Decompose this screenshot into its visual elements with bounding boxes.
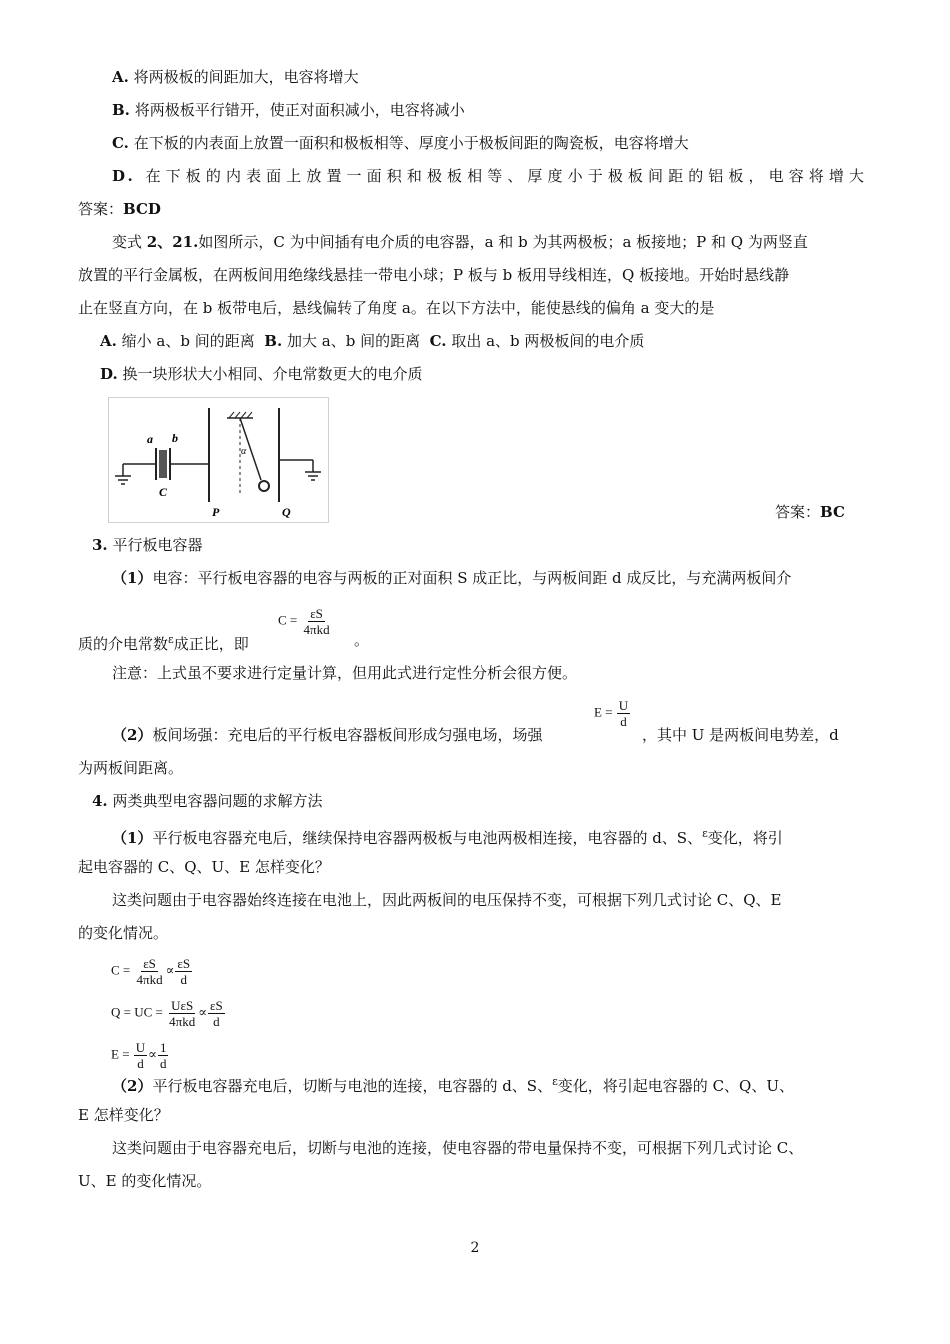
f3-num: U — [135, 1040, 146, 1055]
option-a-key: A. — [112, 68, 129, 86]
f3-frac-2 — [158, 1040, 169, 1071]
options-2-row-2 — [100, 364, 423, 384]
p2-line1-a: 板间场强：充电后的平行板电容器板间形成匀强电场，场强 — [152, 726, 543, 744]
section-3-p2-line-1-tail: ，其中 U 是两板间电势差，d — [642, 726, 839, 744]
f1-lhs: C = — [111, 962, 131, 978]
section-3-p1-line-1 — [112, 568, 791, 588]
section-4-p1-line-2: 起电容器的 C、Q、U、E 怎样变化？ — [78, 858, 330, 876]
section-4-p1-body-1: 这类问题由于电容器始终连接在电池上，因此两板间的电压保持不变，可根据下列几式讨论 C、Q、E — [112, 891, 782, 909]
section-4-p2-line-1 — [112, 1072, 794, 1096]
label-a: a — [147, 432, 153, 446]
dielectric — [159, 450, 167, 478]
option2-b-key: B. — [264, 332, 283, 350]
f2-num2: εS — [210, 998, 223, 1013]
circuit-diagram — [109, 398, 328, 522]
f2-frac-2 — [208, 998, 225, 1029]
option-a — [112, 67, 359, 87]
option-c — [112, 133, 689, 153]
section-4-p2-body-1: 这类问题由于电容器充电后，切断与电池的连接，使电容器的带电量保持不变，可根据下列几式讨论 C、 — [112, 1139, 804, 1157]
label-alpha: α — [241, 446, 247, 457]
variant-number: 2、21. — [146, 233, 199, 251]
variant-prefix: 变式 — [112, 233, 143, 251]
s4-p2-line1-a: 平行板电容器充电后，切断与电池的连接，电容器的 d、S、 — [152, 1077, 553, 1095]
option2-a-text: 缩小 a、b 间的距离 — [121, 332, 255, 350]
c-numerator: εS — [310, 606, 323, 621]
section-4-p2-body-2: U、E 的变化情况。 — [78, 1172, 212, 1190]
section-3-note: 注意：上式虽不要求进行定量计算，但用此式进行定性分析会很方便。 — [112, 664, 578, 682]
section-3-p1-number: （1） — [112, 569, 153, 587]
option2-c-key: C. — [429, 332, 447, 350]
hatch-1 — [229, 412, 234, 418]
section-3-p2-line-2: 为两板间距离。 — [78, 759, 184, 777]
f1-den2: d — [180, 972, 187, 987]
option2-b-text: 加大 a、b 间的距离 — [286, 332, 421, 350]
section-3-p2-number: （2） — [112, 726, 153, 744]
answer-2-value: BC — [820, 503, 845, 521]
variant-line-2: 放置的平行金属板，在两板间用绝缘线悬挂一带电小球；P 板与 b 板用导线相连，Q 板接地。开始时悬线静 — [78, 266, 790, 284]
option2-d-key: D. — [100, 365, 118, 383]
s4-p2-line1-b: 变化，将引起电容器的 C、Q、U、 — [557, 1077, 794, 1095]
p1-line2-b: 成正比，即 — [173, 635, 249, 653]
f2-num: UεS — [171, 998, 194, 1013]
charged-ball — [259, 481, 269, 491]
option-d-text: 在下板的内表面上放置一面积和极板相等、厚度小于极板间距的铝板，电容将增大 — [145, 167, 867, 185]
answer-1-value: BCD — [123, 200, 161, 218]
e-fraction — [617, 698, 630, 729]
section-3-p1-line-2 — [78, 630, 249, 654]
page-number: 2 — [470, 1240, 480, 1256]
answer-2 — [775, 502, 845, 522]
e-formula-lhs: E = — [594, 704, 613, 720]
epsilon-symbol-3: ε — [552, 1075, 558, 1088]
section-4-p2-number: （2） — [112, 1077, 153, 1095]
section-4-p1-line-1 — [112, 824, 783, 848]
option2-a-key: A. — [100, 332, 117, 350]
label-p: P — [212, 505, 220, 519]
epsilon-symbol-2: ε — [702, 827, 708, 840]
option-d — [112, 166, 867, 186]
option2-d-text: 换一块形状大小相同、介电常数更大的电介质 — [122, 365, 423, 383]
variant-line-3: 止在竖直方向，在 b 板带电后，悬线偏转了角度 a。在以下方法中，能使悬线的偏角 a 变大的是 — [78, 299, 715, 317]
f2-frac-1 — [167, 998, 197, 1029]
capacitance-formula — [278, 606, 333, 637]
e-numerator: U — [618, 698, 629, 713]
section-4-p1-number: （1） — [112, 829, 153, 847]
section-4-number: 4. — [92, 792, 108, 810]
p1-period: 。 — [354, 631, 370, 649]
option-b — [112, 100, 465, 120]
section-3-number: 3. — [92, 536, 108, 554]
f2-lhs: Q = UC = — [111, 1004, 163, 1020]
f3-den: d — [137, 1056, 144, 1071]
label-q: Q — [282, 505, 291, 519]
label-b: b — [172, 431, 178, 445]
f2-den: 4πkd — [169, 1014, 196, 1029]
section-4-title — [92, 791, 322, 811]
c-denominator: 4πkd — [303, 622, 330, 637]
option-b-key: B. — [112, 101, 130, 119]
hatch-4 — [247, 412, 252, 418]
option-d-key: D. — [112, 167, 136, 185]
section-4-p1-body-2: 的变化情况。 — [78, 924, 169, 942]
f3-frac-1 — [134, 1040, 147, 1071]
capacitor-circuit-figure — [108, 397, 329, 523]
c-fraction — [302, 606, 332, 637]
section-4-p2-line-2: E 怎样变化？ — [78, 1106, 169, 1124]
formula-c — [111, 956, 193, 987]
f1-den: 4πkd — [136, 972, 163, 987]
epsilon-symbol: ε — [168, 633, 174, 646]
answer-1 — [78, 199, 161, 219]
variant-line-1 — [112, 232, 808, 252]
e-denominator: d — [620, 714, 627, 729]
f1-num: εS — [143, 956, 156, 971]
f2-prop: ∝ — [198, 1004, 208, 1020]
hatch-3 — [241, 412, 246, 418]
option-b-text: 将两极板平行错开，使正对面积减小，电容将减小 — [134, 101, 465, 119]
section-3-p1-text: 电容：平行板电容器的电容与两板的正对面积 S 成正比，与两板间距 d 成反比，与充满两板间介 — [152, 569, 792, 587]
option-c-key: C. — [112, 134, 129, 152]
formula-q — [111, 998, 226, 1029]
label-c: C — [159, 485, 168, 499]
f2-den2: d — [213, 1014, 220, 1029]
options-2-row-1 — [100, 331, 644, 351]
c-formula-lhs: C = — [278, 612, 298, 628]
f1-frac-2 — [175, 956, 192, 987]
p1-line2-a: 质的介电常数 — [78, 635, 169, 653]
f1-frac-1 — [135, 956, 165, 987]
f3-lhs: E = — [111, 1046, 130, 1062]
f3-den2: d — [159, 1056, 167, 1071]
answer-2-label: 答案： — [775, 503, 821, 521]
option2-c-text: 取出 a、b 两极板间的电介质 — [451, 332, 645, 350]
section-3-p2-line-1 — [112, 725, 542, 745]
option-a-text: 将两极板的间距加大，电容将增大 — [133, 68, 359, 86]
f3-num2: 1 — [159, 1040, 167, 1055]
option-c-text: 在下板的内表面上放置一面积和极板相等、厚度小于极板间距的陶瓷板，电容将增大 — [133, 134, 689, 152]
s4-p1-line1-b: 变化，将引 — [707, 829, 783, 847]
f1-prop: ∝ — [165, 962, 175, 978]
section-4-title-text: 两类典型电容器问题的求解方法 — [112, 792, 323, 810]
f3-prop: ∝ — [148, 1046, 157, 1062]
formula-e — [111, 1040, 169, 1071]
hatch-2 — [235, 412, 240, 418]
variant-text-1: 如图所示，C 为中间插有电介质的电容器，a 和 b 为其两极板；a 板接地；P 和 Q 为两竖直 — [198, 233, 808, 251]
f1-num2: εS — [177, 956, 191, 971]
section-3-title — [92, 535, 202, 555]
section-3-title-text: 平行板电容器 — [112, 536, 203, 554]
s4-p1-line1-a: 平行板电容器充电后，继续保持电容器两极板与电池两极相连接，电容器的 d、S、 — [152, 829, 703, 847]
field-strength-formula — [594, 698, 631, 729]
answer-1-label: 答案： — [78, 200, 124, 218]
